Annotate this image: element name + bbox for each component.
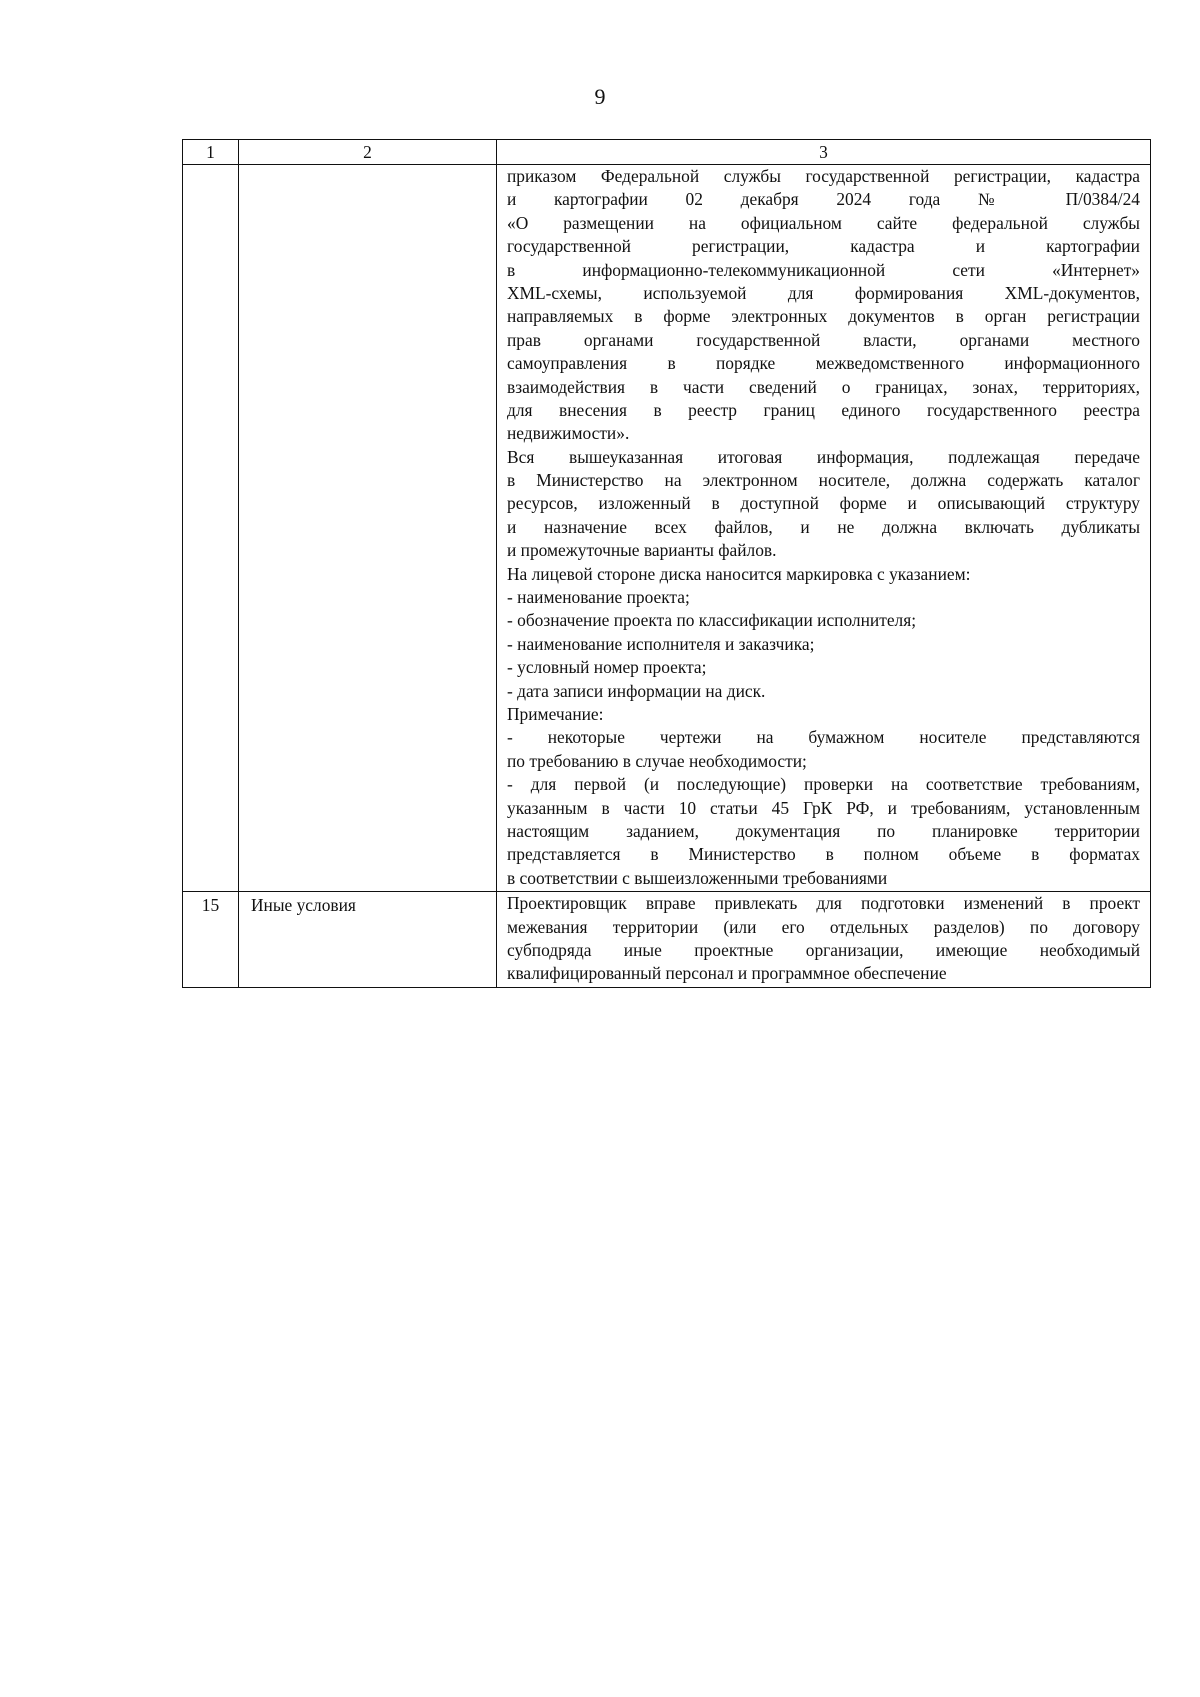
content-line: указанным в части 10 статьи 45 ГрК РФ, и требованиям, установленным (507, 797, 1140, 818)
content-line: для внесения в реестр границ единого государственного реестра (507, 399, 1140, 420)
content-line: взаимодействия в части сведений о границах, зонах, территориях, (507, 376, 1140, 397)
content-line: и промежуточные варианты файлов. (507, 540, 777, 561)
content-line: На лицевой стороне диска наносится маркировка с указанием: (507, 563, 971, 584)
content-line: недвижимости». (507, 423, 630, 444)
content-line: государственной регистрации, кадастра и картографии (507, 236, 1140, 257)
column-header-content: 3 (497, 140, 1151, 165)
column-header-name: 2 (239, 140, 497, 165)
row-content-lines (507, 892, 1140, 986)
column-header-number: 1 (183, 140, 239, 165)
row-content-lines (507, 165, 1140, 890)
content-line: - наименование исполнителя и заказчика; (507, 633, 815, 654)
content-line: в Министерство на электронном носителе, должна содержать каталог (507, 470, 1140, 491)
content-line: XML-схемы, используемой для формирования XML-документов, (507, 282, 1140, 303)
row-name: Иные условия (239, 892, 497, 988)
content-line: «О размещении на официальном сайте федеральной службы (507, 212, 1140, 233)
content-line: приказом Федеральной службы государственной регистрации, кадастра (507, 166, 1140, 186)
content-line: межевания территории (или его отдельных разделов) по договору (507, 916, 1140, 937)
content-line: самоуправления в порядке межведомственного информационного (507, 353, 1140, 374)
page-number: 9 (594, 84, 606, 109)
content-line: - наименование проекта; (507, 587, 690, 608)
content-line: - для первой (и последующие) проверки на соответствие требованиям, (507, 774, 1140, 795)
requirements-table (182, 139, 1151, 988)
content-line: и назначение всех файлов, и не должна включать дубликаты (507, 516, 1140, 537)
content-line: в соответствии с вышеизложенными требованиями (507, 867, 888, 888)
row-content (497, 165, 1151, 892)
table-header-row (183, 140, 1151, 165)
content-line: - некоторые чертежи на бумажном носителе представляются (507, 727, 1140, 748)
content-line: и картографии 02 декабря 2024 года № П/0384/24 (507, 189, 1140, 210)
content-line: ресурсов, изложенный в доступной форме и описывающий структуру (507, 493, 1140, 514)
content-line: настоящим заданием, документация по планировке территории (507, 820, 1140, 841)
content-line: - дата записи информации на диск. (507, 680, 766, 701)
content-line: - обозначение проекта по классификации исполнителя; (507, 610, 917, 631)
content-line: субподряда иные проектные организации, имеющие необходимый (507, 939, 1140, 960)
content-line: в информационно-телекоммуникационной сети «Интернет» (507, 259, 1140, 280)
row-name (239, 165, 497, 892)
content-line: Примечание: (507, 703, 604, 724)
content-line: направляемых в форме электронных документов в орган регистрации (507, 306, 1140, 327)
content-line: по требованию в случае необходимости; (507, 750, 807, 771)
row-number: 15 (183, 892, 239, 988)
content-line: Вся вышеуказанная итоговая информация, подлежащая передаче (507, 446, 1140, 467)
content-line: Проектировщик вправе привлекать для подготовки изменений в проект (507, 893, 1140, 914)
content-line: - условный номер проекта; (507, 657, 707, 678)
table-row (183, 892, 1151, 988)
table-row (183, 165, 1151, 892)
content-line: представляется в Министерство в полном объеме в форматах (507, 844, 1140, 865)
row-number (183, 165, 239, 892)
row-content (497, 892, 1151, 988)
content-line: квалифицированный персонал и программное обеспечение (507, 963, 947, 984)
content-line: прав органами государственной власти, органами местного (507, 329, 1140, 350)
